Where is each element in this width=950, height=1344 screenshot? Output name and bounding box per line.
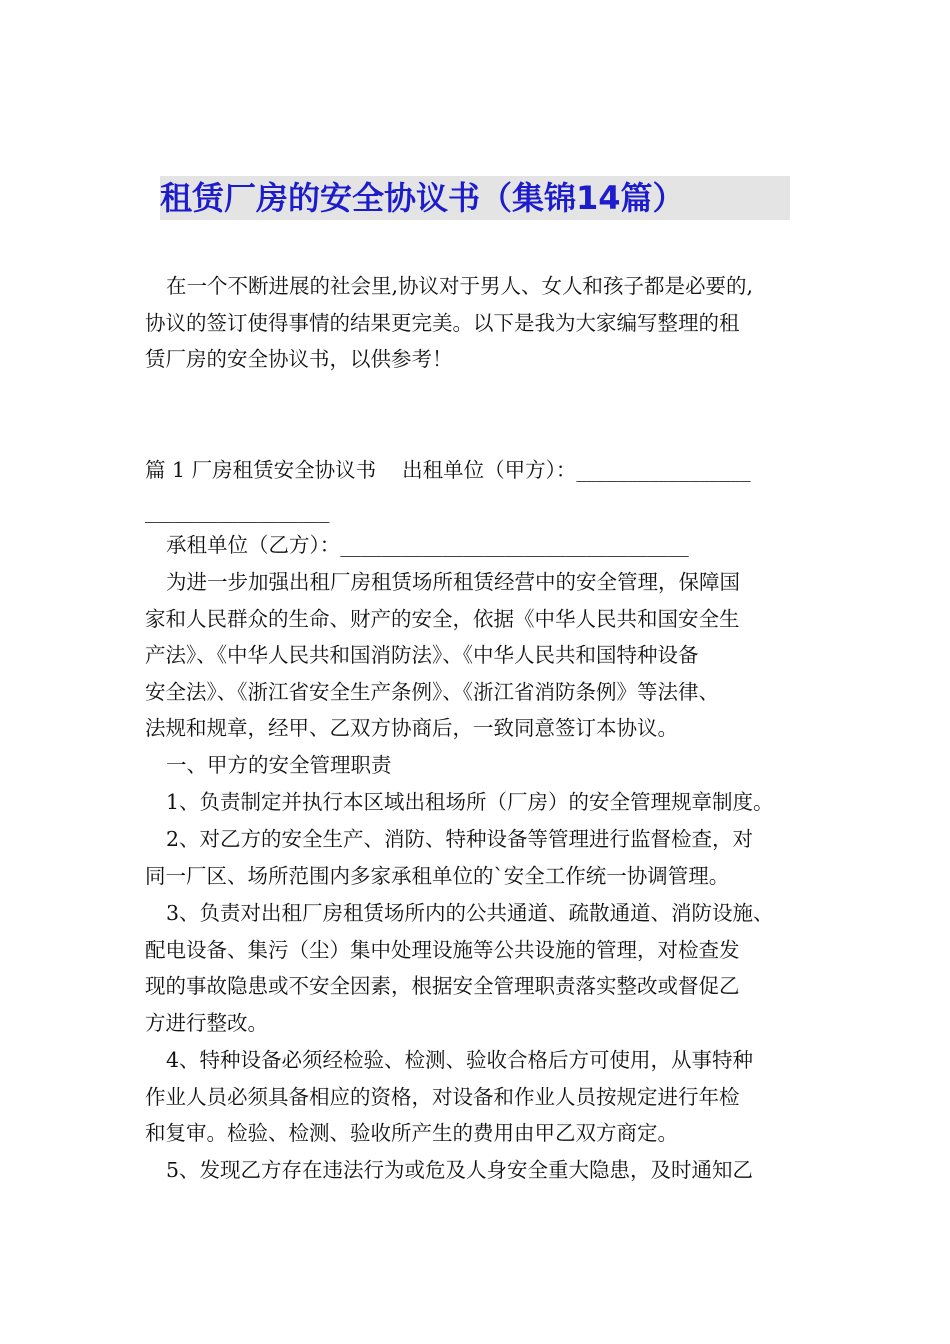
item-line: 同一厂区、场所范围内多家承租单位的`安全工作统一协调管理。 bbox=[145, 863, 730, 888]
item-line: 5、发现乙方存在违法行为或危及人身安全重大隐患，及时通知乙 bbox=[166, 1158, 754, 1182]
item-4 bbox=[145, 1042, 825, 1152]
purpose-line: 产法》、《中华人民共和国消防法》、《中华人民共和国特种设备 bbox=[145, 643, 699, 667]
title-highlight bbox=[160, 176, 790, 220]
item-line: 1、负责制定并执行本区域出租场所（厂房）的安全管理规章制度。 bbox=[166, 790, 774, 814]
intro-paragraph bbox=[145, 268, 825, 378]
purpose-paragraph bbox=[145, 564, 825, 747]
item-line: 现的事故隐患或不安全因素，根据安全管理职责落实整改或督促乙 bbox=[145, 974, 740, 998]
item-2 bbox=[145, 821, 825, 894]
item-line: 配电设备、集污（尘）集中处理设施等公共设施的管理，对检查发 bbox=[145, 937, 740, 962]
heading-1 bbox=[145, 747, 825, 784]
heading-1-line: 一、甲方的安全管理职责 bbox=[166, 753, 392, 777]
section1-header-line: 篇 1 厂房租赁安全协议书 出租单位（甲方）：_________________ bbox=[145, 458, 751, 482]
intro-line: 赁厂房的安全协议书，以供参考！ bbox=[145, 347, 453, 371]
party-b-line: 承租单位（乙方）：__________________________________ bbox=[166, 533, 689, 557]
section1-header bbox=[145, 452, 825, 529]
item-1 bbox=[145, 784, 825, 821]
item-line: 和复审。检验、检测、验收所产生的费用由甲乙双方商定。 bbox=[145, 1121, 678, 1145]
item-3 bbox=[145, 895, 825, 1041]
party-b-paragraph bbox=[145, 527, 825, 564]
party-a-blank-line: __________________ bbox=[145, 498, 330, 523]
intro-line: 协议的签订使得事情的结果更完美。以下是我为大家编写整理的租 bbox=[145, 310, 740, 335]
item-5 bbox=[145, 1152, 825, 1189]
item-line: 3、负责对出租厂房租赁场所内的公共通道、疏散通道、消防设施、 bbox=[166, 901, 774, 925]
purpose-line: 为进一步加强出租厂房租赁场所租赁经营中的安全管理，保障国 bbox=[166, 570, 740, 594]
intro-line: 在一个不断进展的社会里,协议对于男人、女人和孩子都是必要的, bbox=[166, 274, 754, 298]
item-line: 方进行整改。 bbox=[145, 1010, 268, 1035]
document-title: 租赁厂房的安全协议书（集锦14篇） bbox=[160, 179, 685, 217]
item-line: 4、特种设备必须经检验、检测、验收合格后方可使用，从事特种 bbox=[166, 1048, 754, 1072]
purpose-line: 安全法》、《浙江省安全生产条例》、《浙江省消防条例》等法律、 bbox=[145, 679, 719, 704]
purpose-line: 家和人民群众的生命、财产的安全，依据《中华人民共和国安全生 bbox=[145, 606, 740, 631]
item-line: 2、对乙方的安全生产、消防、特种设备等管理进行监督检查，对 bbox=[166, 827, 754, 851]
item-line: 作业人员必须具备相应的资格，对设备和作业人员按规定进行年检 bbox=[145, 1084, 740, 1109]
purpose-line: 法规和规章，经甲、乙双方协商后，一致同意签订本协议。 bbox=[145, 716, 678, 740]
